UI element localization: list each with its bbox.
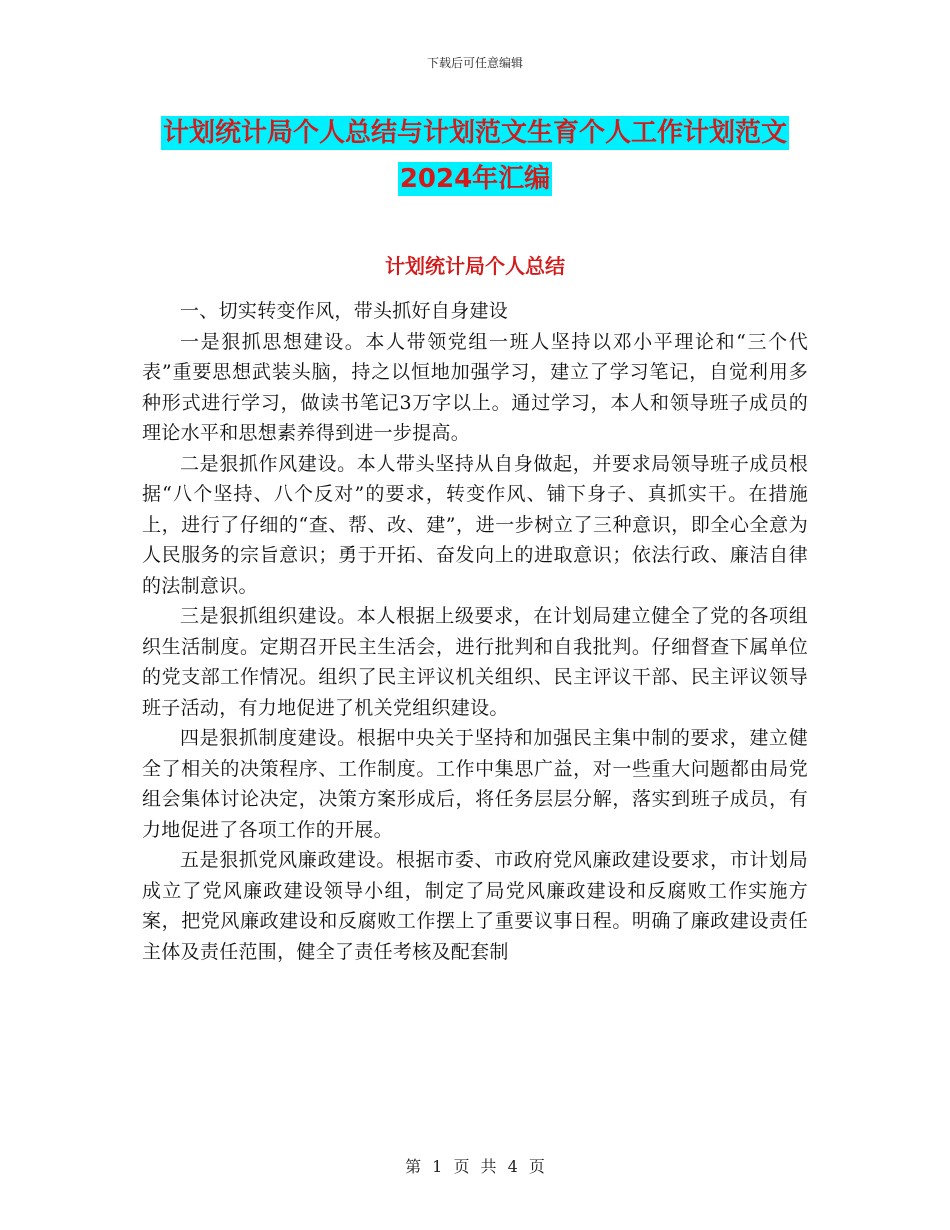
document-title — [140, 110, 810, 202]
document-title-text: 计划统计局个人总结与计划范文生育个人工作计划范文2024年汇编 — [162, 118, 787, 194]
paragraph-heading-1: 一、切实转变作风，带头抓好自身建设 — [180, 300, 509, 322]
page-footer: 第 1 页 共 4 页 — [405, 1157, 545, 1176]
section-title: 计划统计局个人总结 — [385, 254, 565, 278]
paragraph: 四是狠抓制度建设。根据中央关于坚持和加强民主集中制的要求，建立健全了相关的决策程序、工作制度。工作中集思广益，对一些重大问题都由局党组会集体讨论决定，决策方案形成后，将任务层层分解，落实到班子成员，有力地促进了各项工作的开展。 — [142, 727, 808, 841]
page-header-note: 下载后可任意编辑 — [426, 56, 523, 70]
paragraph: 一是狠抓思想建设。本人带领党组一班人坚持以邓小平理论和“三个代表”重要思想武装头脑，持之以恒地加强学习，建立了学习笔记，自觉利用多种形式进行学习，做读书笔记3万字以上。通过学习，本人和领导班子成员的理论水平和思想素养得到进一步提高。 — [142, 330, 808, 444]
paragraph: 五是狠抓党风廉政建设。根据市委、市政府党风廉政建设要求，市计划局成立了党风廉政建设领导小组，制定了局党风廉政建设和反腐败工作实施方案，把党风廉政建设和反腐败工作摆上了重要议事日程。明确了廉政建设责任主体及责任范围，健全了责任考核及配套制 — [142, 849, 808, 963]
paragraph: 二是狠抓作风建设。本人带头坚持从自身做起，并要求局领导班子成员根据“八个坚持、八个反对”的要求，转变作风、铺下身子、真抓实干。在措施上，进行了仔细的“查、帮、改、建”，进一步树立了三种意识，即全心全意为人民服务的宗旨意识；勇于开拓、奋发向上的进取意识；依法行政、廉洁自律的法制意识。 — [142, 452, 808, 597]
paragraph: 三是狠抓组织建设。本人根据上级要求，在计划局建立健全了党的各项组织生活制度。定期召开民主生活会，进行批判和自我批判。仔细督查下属单位的党支部工作情况。组织了民主评议机关组织、民主评议干部、民主评议领导班子活动，有力地促进了机关党组织建设。 — [142, 605, 808, 719]
document-body — [142, 296, 808, 967]
